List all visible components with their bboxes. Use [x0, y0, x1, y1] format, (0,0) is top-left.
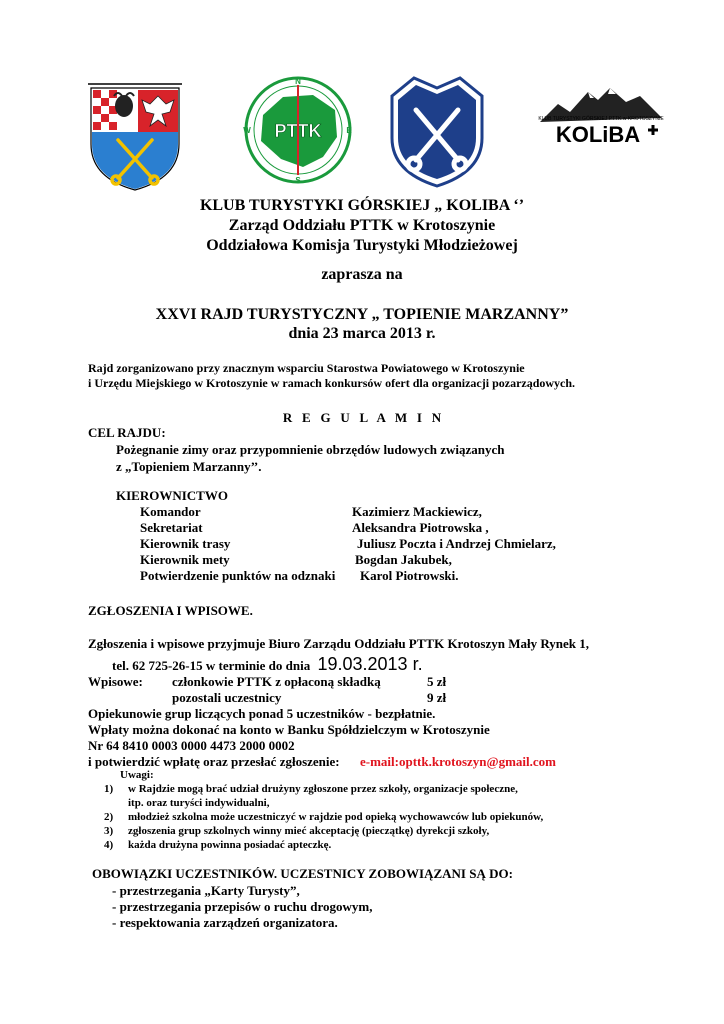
staff-name: Juliusz Poczta i Andrzej Chmielarz,	[357, 536, 556, 551]
note-text: itp. oraz turyści indywidualni,	[128, 797, 270, 809]
regulamin-heading: R E G U L A M I N	[282, 410, 442, 425]
note-number: 4)	[104, 839, 114, 851]
club-name: KLUB TURYSTYKI GÓRSKIEJ „ KOLIBA ‘’	[199, 197, 525, 214]
staff-name: Bogdan Jakubek,	[355, 552, 452, 567]
commission-name: Oddziałowa Komisja Turystyki Młodzieżowej	[206, 237, 518, 254]
note-text: każda drużyna powinna posiadać apteczkę.	[128, 839, 332, 851]
contact-email-link[interactable]: e-mail:opttk.krotoszyn@gmail.com	[360, 754, 556, 769]
confirm-text: i potwierdzić wpłatę oraz przesłać zgłoszenie:	[88, 754, 340, 769]
staff-role: Kierownik mety	[140, 552, 230, 567]
fee-label: Wpisowe:	[88, 674, 143, 689]
county-coat-of-arms	[88, 82, 182, 192]
staff-name: Kazimierz Mackiewicz,	[352, 504, 482, 519]
account-number: Nr 64 8410 0003 0000 4473 2000 0002	[88, 738, 295, 753]
pttk-logo	[243, 75, 353, 185]
registration-line-1: Zgłoszenia i wpisowe przyjmuje Biuro Zarządu Oddziału PTTK Krotoszyn Mały Rynek 1,	[88, 636, 590, 651]
fee-members-text: członkowie PTTK z opłaconą składką	[172, 674, 381, 689]
compass-w-label: W	[243, 126, 251, 135]
koliba-top-text: KLUB TURYSTYKI GÓRSKIEJ PTTK w KROTOSZYNIE	[538, 116, 664, 122]
goal-label: CEL RAJDU:	[88, 425, 166, 440]
notes-label: Uwagi:	[120, 769, 154, 781]
note-number: 2)	[104, 811, 114, 823]
staff-label: KIEROWNICTWO	[116, 488, 228, 503]
staff-role: Kierownik trasy	[140, 536, 231, 551]
registration-deadline: 19.03.2013 r.	[317, 654, 423, 674]
note-text: w Rajdzie mogą brać udział drużyny zgłoszone przez szkoły, organizacje społeczne,	[128, 783, 518, 795]
duty-item: - przestrzegania „Karty Turysty”,	[112, 883, 300, 898]
goal-line-2: z „Topieniem Marzanny’’.	[116, 459, 262, 474]
fee-members-value: 5 zł	[427, 674, 447, 689]
duties-label: OBOWIĄZKI UCZESTNIKÓW. UCZESTNICY ZOBOWIĄZANI SĄ DO:	[92, 866, 513, 881]
pttk-logo-text: PTTK	[274, 121, 322, 141]
compass-s-label: S	[295, 176, 301, 185]
compass-e-label: E	[346, 126, 352, 135]
note-number: 3)	[104, 825, 114, 837]
intro-line-2: i Urzędu Miejskiego w Krotoszynie w ramach konkursów ofert dla organizacji pozarządowych.	[88, 376, 576, 390]
compass-n-label: N	[295, 77, 301, 86]
bank-text: Wpłaty można dokonać na konto w Banku Spółdzielczym w Krotoszynie	[88, 722, 490, 737]
note-number: 1)	[104, 783, 114, 795]
fee-others-text: pozostali uczestnicy	[172, 690, 282, 705]
koliba-club-logo	[536, 82, 666, 150]
event-title: XXVI RAJD TURYSTYCZNY „ TOPIENIE MARZANNY”	[155, 306, 569, 323]
staff-name: Aleksandra Piotrowska ,	[352, 520, 489, 535]
registration-line-2	[112, 656, 423, 674]
staff-role: Komandor	[140, 504, 201, 519]
registration-phone-text: tel. 62 725-26-15 w terminie do dnia	[112, 658, 311, 673]
intro-line-1: Rajd zorganizowano przy znacznym wsparciu Starostwa Powiatowego w Krotoszynie	[88, 361, 525, 375]
note-text: młodzież szkolna może uczestniczyć w rajdzie pod opieką wychowawców lub opiekunów,	[128, 811, 544, 823]
staff-role: Potwierdzenie punktów na odznaki	[140, 568, 336, 583]
duty-item: - przestrzegania przepisów o ruchu drogowym,	[112, 899, 373, 914]
event-date: dnia 23 marca 2013 r.	[288, 325, 436, 342]
staff-name: Karol Piotrowski.	[360, 568, 459, 583]
duty-item: - respektowania zarządzeń organizatora.	[112, 915, 338, 930]
note-text: zgłoszenia grup szkolnych winny mieć akceptację (pieczątkę) dyrekcji szkoły,	[128, 825, 490, 837]
fee-others-value: 9 zł	[427, 690, 447, 705]
staff-role: Sekretariat	[140, 520, 203, 535]
koliba-name: KOLiBA	[555, 122, 641, 147]
board-name: Zarząd Oddziału PTTK w Krotoszynie	[228, 217, 496, 234]
invites-text: zaprasza na	[321, 266, 403, 283]
guardians-text: Opiekunowie grup liczących ponad 5 uczestników - bezpłatnie.	[88, 706, 436, 721]
registration-label: ZGŁOSZENIA I WPISOWE.	[88, 603, 253, 618]
city-coat-of-arms	[388, 74, 486, 188]
goal-line-1: Pożegnanie zimy oraz przypomnienie obrzędów ludowych związanych	[116, 442, 505, 457]
